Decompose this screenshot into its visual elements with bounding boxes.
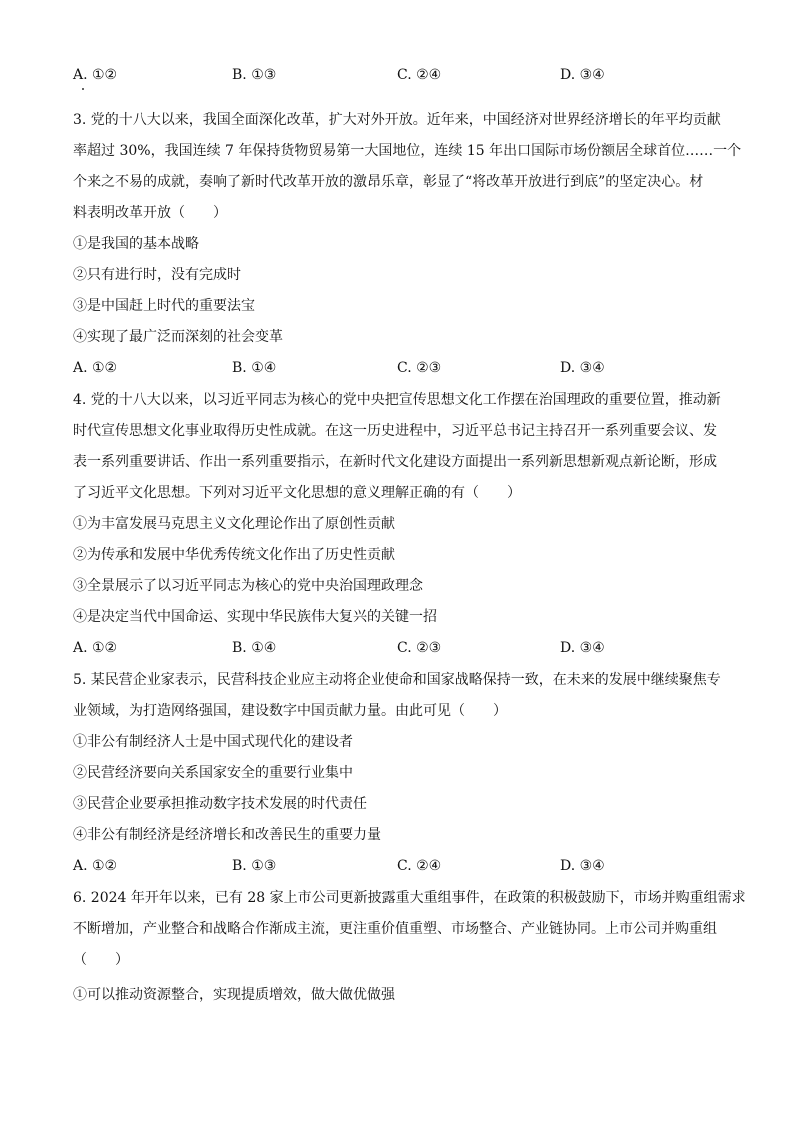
q6-stem-line: 不断增加，产业整合和战略合作渐成主流，更注重价值重塑、市场整合、产业链协同。上市公司并购重组 (73, 921, 717, 937)
q5-option-c: C. ②④ (397, 858, 442, 874)
q3-statement-1: ①是我国的基本战略 (73, 236, 199, 252)
q3-stem-line: 个来之不易的成就，奏响了新时代改革开放的激昂乐章，彰显了“将改革开放进行到底”的坚定决心。材 (73, 174, 704, 190)
q2-option-a: A. ①② (73, 67, 118, 83)
q2-option-d: D. ③④ (560, 67, 605, 83)
q4-statement-2: ②为传承和发展中华优秀传统文化作出了历史性贡献 (73, 547, 395, 563)
q6-stem-line: 6. 2024 年开年以来，已有 28 家上市公司更新披露重大重组事件，在政策的积极鼓励下，市场并购重组需求 (73, 890, 746, 906)
q3-options (73, 359, 733, 377)
q4-statement-1: ①为丰富发展马克思主义文化理论作出了原创性贡献 (73, 516, 395, 532)
q3-statement-2: ②只有进行时，没有完成时 (73, 267, 241, 283)
q2-options (73, 66, 733, 84)
q4-stem-line: 时代宣传思想文化事业取得历史性成就。在这一历史进程中，习近平总书记主持召开一系列重要会议、发 (73, 423, 717, 439)
q4-stem-line: 表一系列重要讲话、作出一系列重要指示，在新时代文化建设方面提出一系列新思想新观点新论断，形成 (73, 454, 717, 470)
q3-option-b: B. ①④ (232, 360, 277, 376)
q3-statement-4: ④实现了最广泛而深刻的社会变革 (73, 329, 283, 345)
q3-option-d: D. ③④ (560, 360, 605, 376)
q5-option-d: D. ③④ (560, 858, 605, 874)
q6-stem-line: （ ） (73, 952, 129, 968)
q4-option-d: D. ③④ (560, 640, 605, 656)
q2-option-c: C. ②④ (397, 67, 442, 83)
q4-stem-line: 了习近平文化思想。下列对习近平文化思想的意义理解正确的有（ ） (73, 485, 521, 501)
q4-option-c: C. ②③ (397, 640, 442, 656)
q4-option-b: B. ①④ (232, 640, 277, 656)
q4-statement-4: ④是决定当代中国命运、实现中华民族伟大复兴的关键一招 (73, 609, 437, 625)
q6-statement-1: ①可以推动资源整合，实现提质增效，做大做优做强 (73, 987, 395, 1003)
q3-option-a: A. ①② (73, 360, 118, 376)
q3-stem-line: 3. 党的十八大以来，我国全面深化改革，扩大对外开放。近年来，中国经济对世界经济增长的年平均贡献 (73, 112, 721, 128)
q5-statement-3: ③民营企业要承担推动数字技术发展的时代责任 (73, 796, 367, 812)
q4-stem-line: 4. 党的十八大以来，以习近平同志为核心的党中央把宣传思想文化工作摆在治国理政的重要位置，推动新 (73, 392, 721, 408)
q5-option-a: A. ①② (73, 858, 118, 874)
q2-option-b: B. ①③ (232, 67, 277, 83)
q3-stem-line: 料表明改革开放（ ） (73, 205, 227, 221)
q3-option-c: C. ②③ (397, 360, 442, 376)
q3-statement-3: ③是中国赶上时代的重要法宝 (73, 298, 255, 314)
q5-stem-line: 5. 某民营企业家表示，民营科技企业应主动将企业使命和国家战略保持一致，在未来的发展中继续聚焦专 (73, 672, 721, 688)
q5-statement-1: ①非公有制经济人士是中国式现代化的建设者 (73, 734, 353, 750)
q3-stem-line: 率超过 30%，我国连续 7 年保持货物贸易第一大国地位，连续 15 年出口国际市场份额居全球首位……一个 (73, 143, 742, 159)
q5-stem-line: 业领域，为打造网络强国，建设数字中国贡献力量。由此可见（ ） (73, 703, 507, 719)
q5-statement-2: ②民营经济要向关系国家安全的重要行业集中 (73, 765, 353, 781)
q5-options (73, 857, 733, 875)
q4-option-a: A. ①② (73, 640, 118, 656)
q5-option-b: B. ①③ (232, 858, 277, 874)
q4-options (73, 639, 733, 657)
stray-dot-mark (82, 88, 84, 90)
q5-statement-4: ④非公有制经济是经济增长和改善民生的重要力量 (73, 827, 381, 843)
q4-statement-3: ③全景展示了以习近平同志为核心的党中央治国理政理念 (73, 578, 423, 594)
